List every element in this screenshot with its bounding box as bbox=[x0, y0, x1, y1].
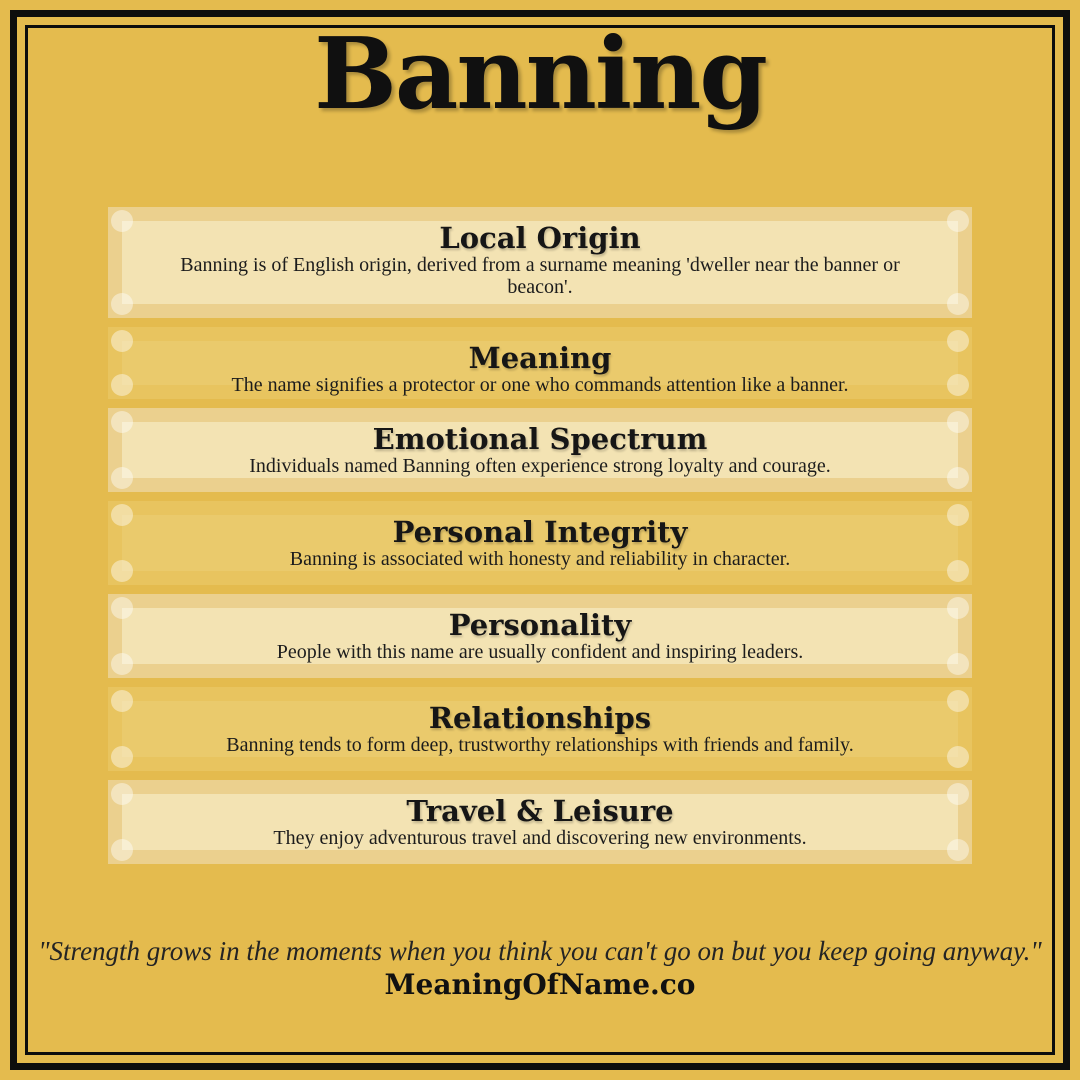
brand-name: MeaningOfName.co bbox=[384, 968, 696, 1002]
inspirational-quote: "Strength grows in the moments when you think you can't go on but you keep going anyway." bbox=[38, 936, 1042, 966]
card-title: Personal Integrity bbox=[392, 515, 688, 549]
corner-pin-icon bbox=[947, 467, 969, 489]
corner-pin-icon bbox=[947, 411, 969, 433]
info-card-meaning bbox=[108, 327, 972, 399]
corner-pin-icon bbox=[947, 374, 969, 396]
card-body: Banning tends to form deep, trustworthy relationships with friends and family. bbox=[226, 734, 854, 757]
corner-pin-icon bbox=[947, 504, 969, 526]
card-list bbox=[108, 207, 972, 864]
corner-pin-icon bbox=[111, 783, 133, 805]
card-body: People with this name are usually confident and inspiring leaders. bbox=[276, 641, 804, 664]
card-body: Individuals named Banning often experience strong loyalty and courage. bbox=[249, 455, 831, 478]
corner-pin-icon bbox=[111, 560, 133, 582]
corner-pin-icon bbox=[111, 330, 133, 352]
corner-pin-icon bbox=[111, 293, 133, 315]
corner-pin-icon bbox=[111, 411, 133, 433]
card-body: They enjoy adventurous travel and discovering new environments. bbox=[273, 827, 807, 850]
corner-pin-icon bbox=[111, 467, 133, 489]
card-title: Meaning bbox=[468, 341, 612, 375]
corner-pin-icon bbox=[111, 597, 133, 619]
corner-pin-icon bbox=[947, 690, 969, 712]
card-body: The name signifies a protector or one who commands attention like a banner. bbox=[231, 374, 849, 397]
corner-pin-icon bbox=[947, 783, 969, 805]
info-card-travel-leisure bbox=[108, 780, 972, 864]
corner-pin-icon bbox=[111, 374, 133, 396]
footer bbox=[28, 936, 1052, 1001]
card-title: Relationships bbox=[428, 701, 652, 735]
corner-pin-icon bbox=[111, 504, 133, 526]
card-title: Travel & Leisure bbox=[406, 794, 674, 828]
corner-pin-icon bbox=[947, 597, 969, 619]
corner-pin-icon bbox=[111, 839, 133, 861]
corner-pin-icon bbox=[947, 839, 969, 861]
corner-pin-icon bbox=[111, 690, 133, 712]
corner-pin-icon bbox=[111, 653, 133, 675]
info-card-local-origin bbox=[108, 207, 972, 318]
card-title: Emotional Spectrum bbox=[372, 422, 708, 456]
card-body: Banning is of English origin, derived from a surname meaning 'dweller near the banner or beacon'. bbox=[180, 254, 900, 299]
corner-pin-icon bbox=[947, 560, 969, 582]
info-card-emotional-spectrum bbox=[108, 408, 972, 492]
corner-pin-icon bbox=[947, 330, 969, 352]
page-title: Banning bbox=[314, 17, 766, 132]
info-card-personality bbox=[108, 594, 972, 678]
card-title: Local Origin bbox=[439, 221, 641, 255]
corner-pin-icon bbox=[947, 746, 969, 768]
card-body: Banning is associated with honesty and reliability in character. bbox=[289, 548, 791, 571]
corner-pin-icon bbox=[111, 210, 133, 232]
card-title: Personality bbox=[448, 608, 632, 642]
corner-pin-icon bbox=[947, 653, 969, 675]
corner-pin-icon bbox=[947, 210, 969, 232]
info-card-personal-integrity bbox=[108, 501, 972, 585]
corner-pin-icon bbox=[111, 746, 133, 768]
info-card-relationships bbox=[108, 687, 972, 771]
corner-pin-icon bbox=[947, 293, 969, 315]
